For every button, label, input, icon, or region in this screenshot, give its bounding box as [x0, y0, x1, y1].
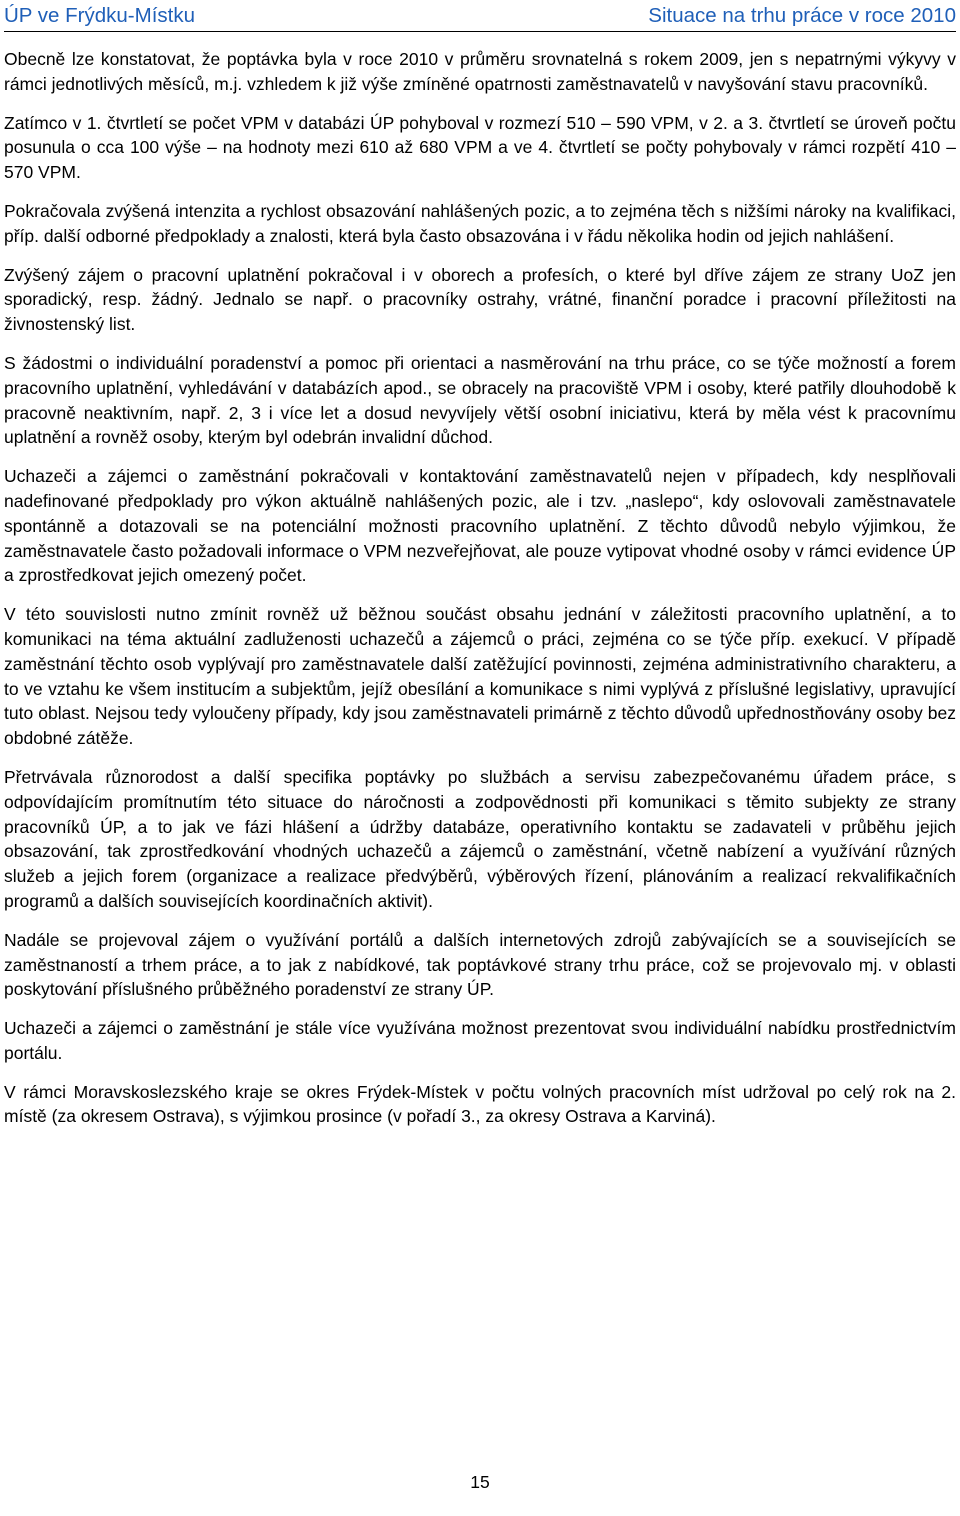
paragraph-portals-interest: Nadále se projevoval zájem o využívání portálů a dalších internetových zdrojů zabývajících se a souvisejících se zaměstnaností a trhem práce, a to jak z nabídkové, tak poptávkové strany trhu práce, což se projevovalo mj. v oblasti poskytování příslušného průběžného poradenství ze strany ÚP.	[4, 929, 956, 1000]
paragraph-demand-overview: Obecně lze konstatovat, že poptávka byla v roce 2010 v průměru srovnatelná s rokem 2009, jen s nepatrnými výkyvy v rámci jednotlivých měsíců, m.j. vzhledem k již výše zmíněné opatrnosti zaměstnavatelů v navyšování stavu pracovníků.	[4, 49, 956, 94]
page-header	[4, 3, 956, 32]
page-number: 15	[470, 1472, 490, 1492]
header-office-name: ÚP ve Frýdku-Místku	[4, 4, 195, 27]
paragraph-vpm-quarterly: Zatímco v 1. čtvrtletí se počet VPM v databázi ÚP pohyboval v rozmezí 510 – 590 VPM, v 2. a 3. čtvrtletí se úroveň počtu posunula o cca 100 výše – na hodnoty mezi 610 až 680 VPM a ve 4. čtvrtletí se počty pohybovaly v rámci rozpětí 410 – 570 VPM.	[4, 112, 956, 183]
paragraph-portal-offers: Uchazeči a zájemci o zaměstnání je stále více využívána možnost prezentovat svou individuální nabídku prostřednictvím portálu.	[4, 1018, 956, 1063]
paragraph-region-ranking: V rámci Moravskoslezského kraje se okres Frýdek-Místek v počtu volných pracovních míst udržoval po celý rok na 2. místě (za okresem Ostrava), s výjimkou prosince (v pořadí 3., za okresy Ostrava a Karviná).	[4, 1081, 956, 1127]
paragraph-employer-contact: Uchazeči a zájemci o zaměstnání pokračovali v kontaktování zaměstnavatelů nejen v případech, kdy nesplňovali nadefinované předpoklady pro výkon aktuálně nahlášených pozic, ale i tzv. „naslepo“, kdy oslovovali zaměstnavatele spontánně a dotazovali se na potenciální možnosti pracovního uplatnění. Z těchto důvodů nebylo výjimkou, že zaměstnavatele často požadovali informace o VPM nezveřejňovat, ale pouze vytipovat vhodné osoby v rámci evidence ÚP a zprostředkovat jejich omezený počet.	[4, 466, 956, 586]
paragraph-indebtedness: V této souvislosti nutno zmínit rovněž už běžnou součást obsahu jednání v záležitosti pracovního uplatnění, a to komunikaci na téma aktuální zadluženosti uchazečů a zájemců o práci, zejména co se týče příp. exekucí. V případě zaměstnání těchto osob vyplývají pro zaměstnavatele další zatěžující povinnosti, zejména administrativního charakteru, a to ve vztahu ke všem institucím a subjektům, jejíž obesílání a komunikace s nimi vyplývá z příslušné legislativy, upravující tuto oblast. Nejsou tedy vyloučeny případy, kdy jsou zaměstnavateli primárně z těchto důvodů upřednostňovány osoby bez obdobné zátěže.	[4, 604, 956, 749]
paragraph-counseling-requests: S žádostmi o individuální poradenství a pomoc při orientaci a nasměrování na trhu práce, co se týče možností a forem pracovního uplatnění, vyhledávání v databázích apod., se obracely na pracoviště VPM i osoby, které patřily dlouhodobě k pracovně neaktivním, např. 2, 3 i více let a dosud nevyvíjely větší osobní iniciativu, která by měla vést k pracovnímu uplatnění a rovněž osoby, kterým byl odebrán invalidní důchod.	[4, 352, 956, 448]
paragraph-service-specifics: Přetrvávala různorodost a další specifika poptávky po službách a servisu zabezpečovanému úřadem práce, s odpovídajícím promítnutím této situace do náročnosti a zodpovědnosti při komunikaci s těmito subjekty ze strany pracovníků ÚP, a to jak ve fázi hlášení a údržby databáze, operativního kontaktu se zadavateli v průběhu jejich obsazování, tak zprostředkování vhodných uchazečů a zájemců o zaměstnání, včetně nabízení a využívání různých služeb a jejich forem (organizace a realizace předvýběrů, výběrových řízení, plánováním a realizací rekvalifikačních programů a dalších souvisejících koordinačních aktivit).	[4, 766, 956, 911]
header-document-title: Situace na trhu práce v roce 2010	[648, 4, 956, 27]
document-body	[4, 47, 956, 1143]
paragraph-filling-intensity: Pokračovala zvýšená intenzita a rychlost obsazování nahlášených pozic, a to zejména těch s nižšími nároky na kvalifikaci, příp. další odborné předpoklady a znalosti, která byla často obsazována i v řádu několika hodin od jejich nahlášení.	[4, 200, 956, 246]
paragraph-employment-interest: Zvýšený zájem o pracovní uplatnění pokračoval i v oborech a profesích, o které byl dříve zájem ze strany UoZ jen sporadický, resp. žádný. Jednalo se např. o pracovníky ostrahy, vrátné, finanční poradce i pracovní příležitosti na živnostenský list.	[4, 264, 956, 335]
